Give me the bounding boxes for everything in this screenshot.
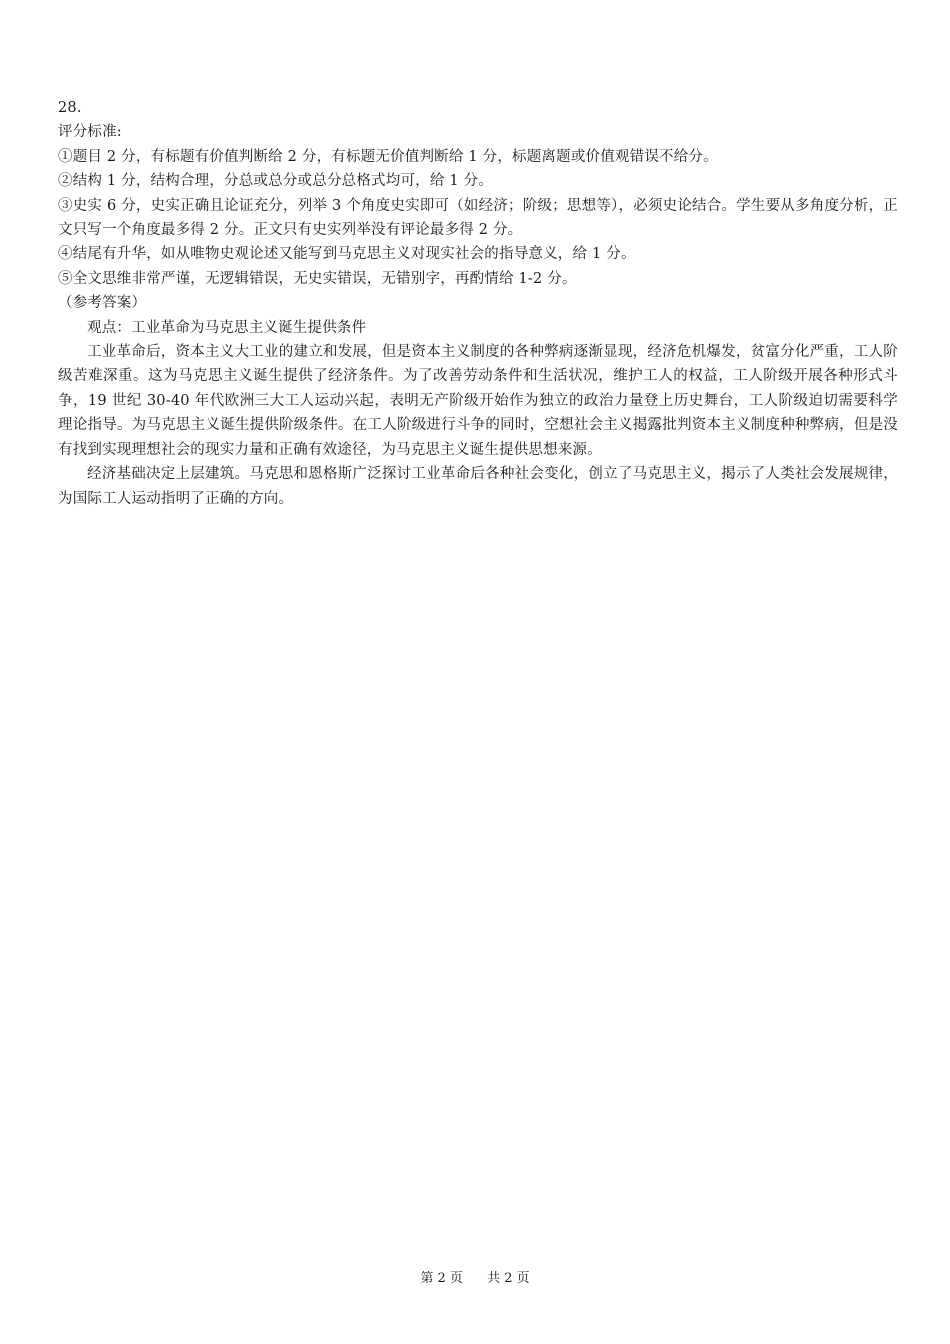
document-body: [58, 96, 898, 511]
page-footer: [0, 1270, 950, 1288]
reference-label: （参考答案）: [58, 295, 147, 312]
answer-viewpoint: 观点：工业革命为马克思主义诞生提供条件: [87, 319, 367, 336]
answer-paragraph-2: 经济基础决定上层建筑。马克思和恩格斯广泛探讨工业革命后各种社会变化，创立了马克思主义，揭示了人类社会发展规律，为国际工人运动指明了正确的方向。: [58, 466, 898, 507]
scoring-header: 评分标准:: [58, 124, 122, 141]
answer-paragraph-1: 工业革命后，资本主义大工业的建立和发展，但是资本主义制度的各种弊病逐渐显现，经济危机爆发，贫富分化严重，工人阶级苦难深重。这为马克思主义诞生提供了经济条件。为了改善劳动条件和生活状况，维护工人的权益，工人阶级开展各种形式斗争，19 世纪 30-40 年代欧洲三大工人运动兴起，表明无产阶级开始作为独立的政治力量登上历史舞台，工人阶级迫切需要科学理论指导。为马克思主义诞生提供阶级条件。在工人阶级进行斗争的同时，空想社会主义揭露批判资本主义制度种种弊病，但是没有找到实现理想社会的现实力量和正确有效途径，为马克思主义诞生提供思想来源。: [58, 344, 898, 458]
criterion-5: ⑤全文思维非常严谨，无逻辑错误，无史实错误，无错别字，再酌情给 1-2 分。: [58, 270, 577, 287]
question-number: 28.: [58, 100, 82, 116]
criterion-4: ④结尾有升华，如从唯物史观论述又能写到马克思主义对现实社会的指导意义，给 1 分。: [58, 246, 636, 263]
criterion-3: ③史实 6 分，史实正确且论证充分，列举 3 个角度史实即可（如经济；阶级；思想等），必须史论结合。学生要从多角度分析，正文只写一个角度最多得 2 分。正文只有史实列举没有评论最多得 2 分。: [58, 197, 898, 239]
total-pages: 共 2 页: [487, 1271, 530, 1286]
criterion-2: ②结构 1 分，结构合理，分总或总分或总分总格式均可，给 1 分。: [58, 173, 493, 190]
criterion-1: ①题目 2 分，有标题有价值判断给 2 分，有标题无价值判断给 1 分，标题离题或价值观错误不给分。: [58, 148, 718, 165]
current-page: 第 2 页: [420, 1271, 463, 1286]
